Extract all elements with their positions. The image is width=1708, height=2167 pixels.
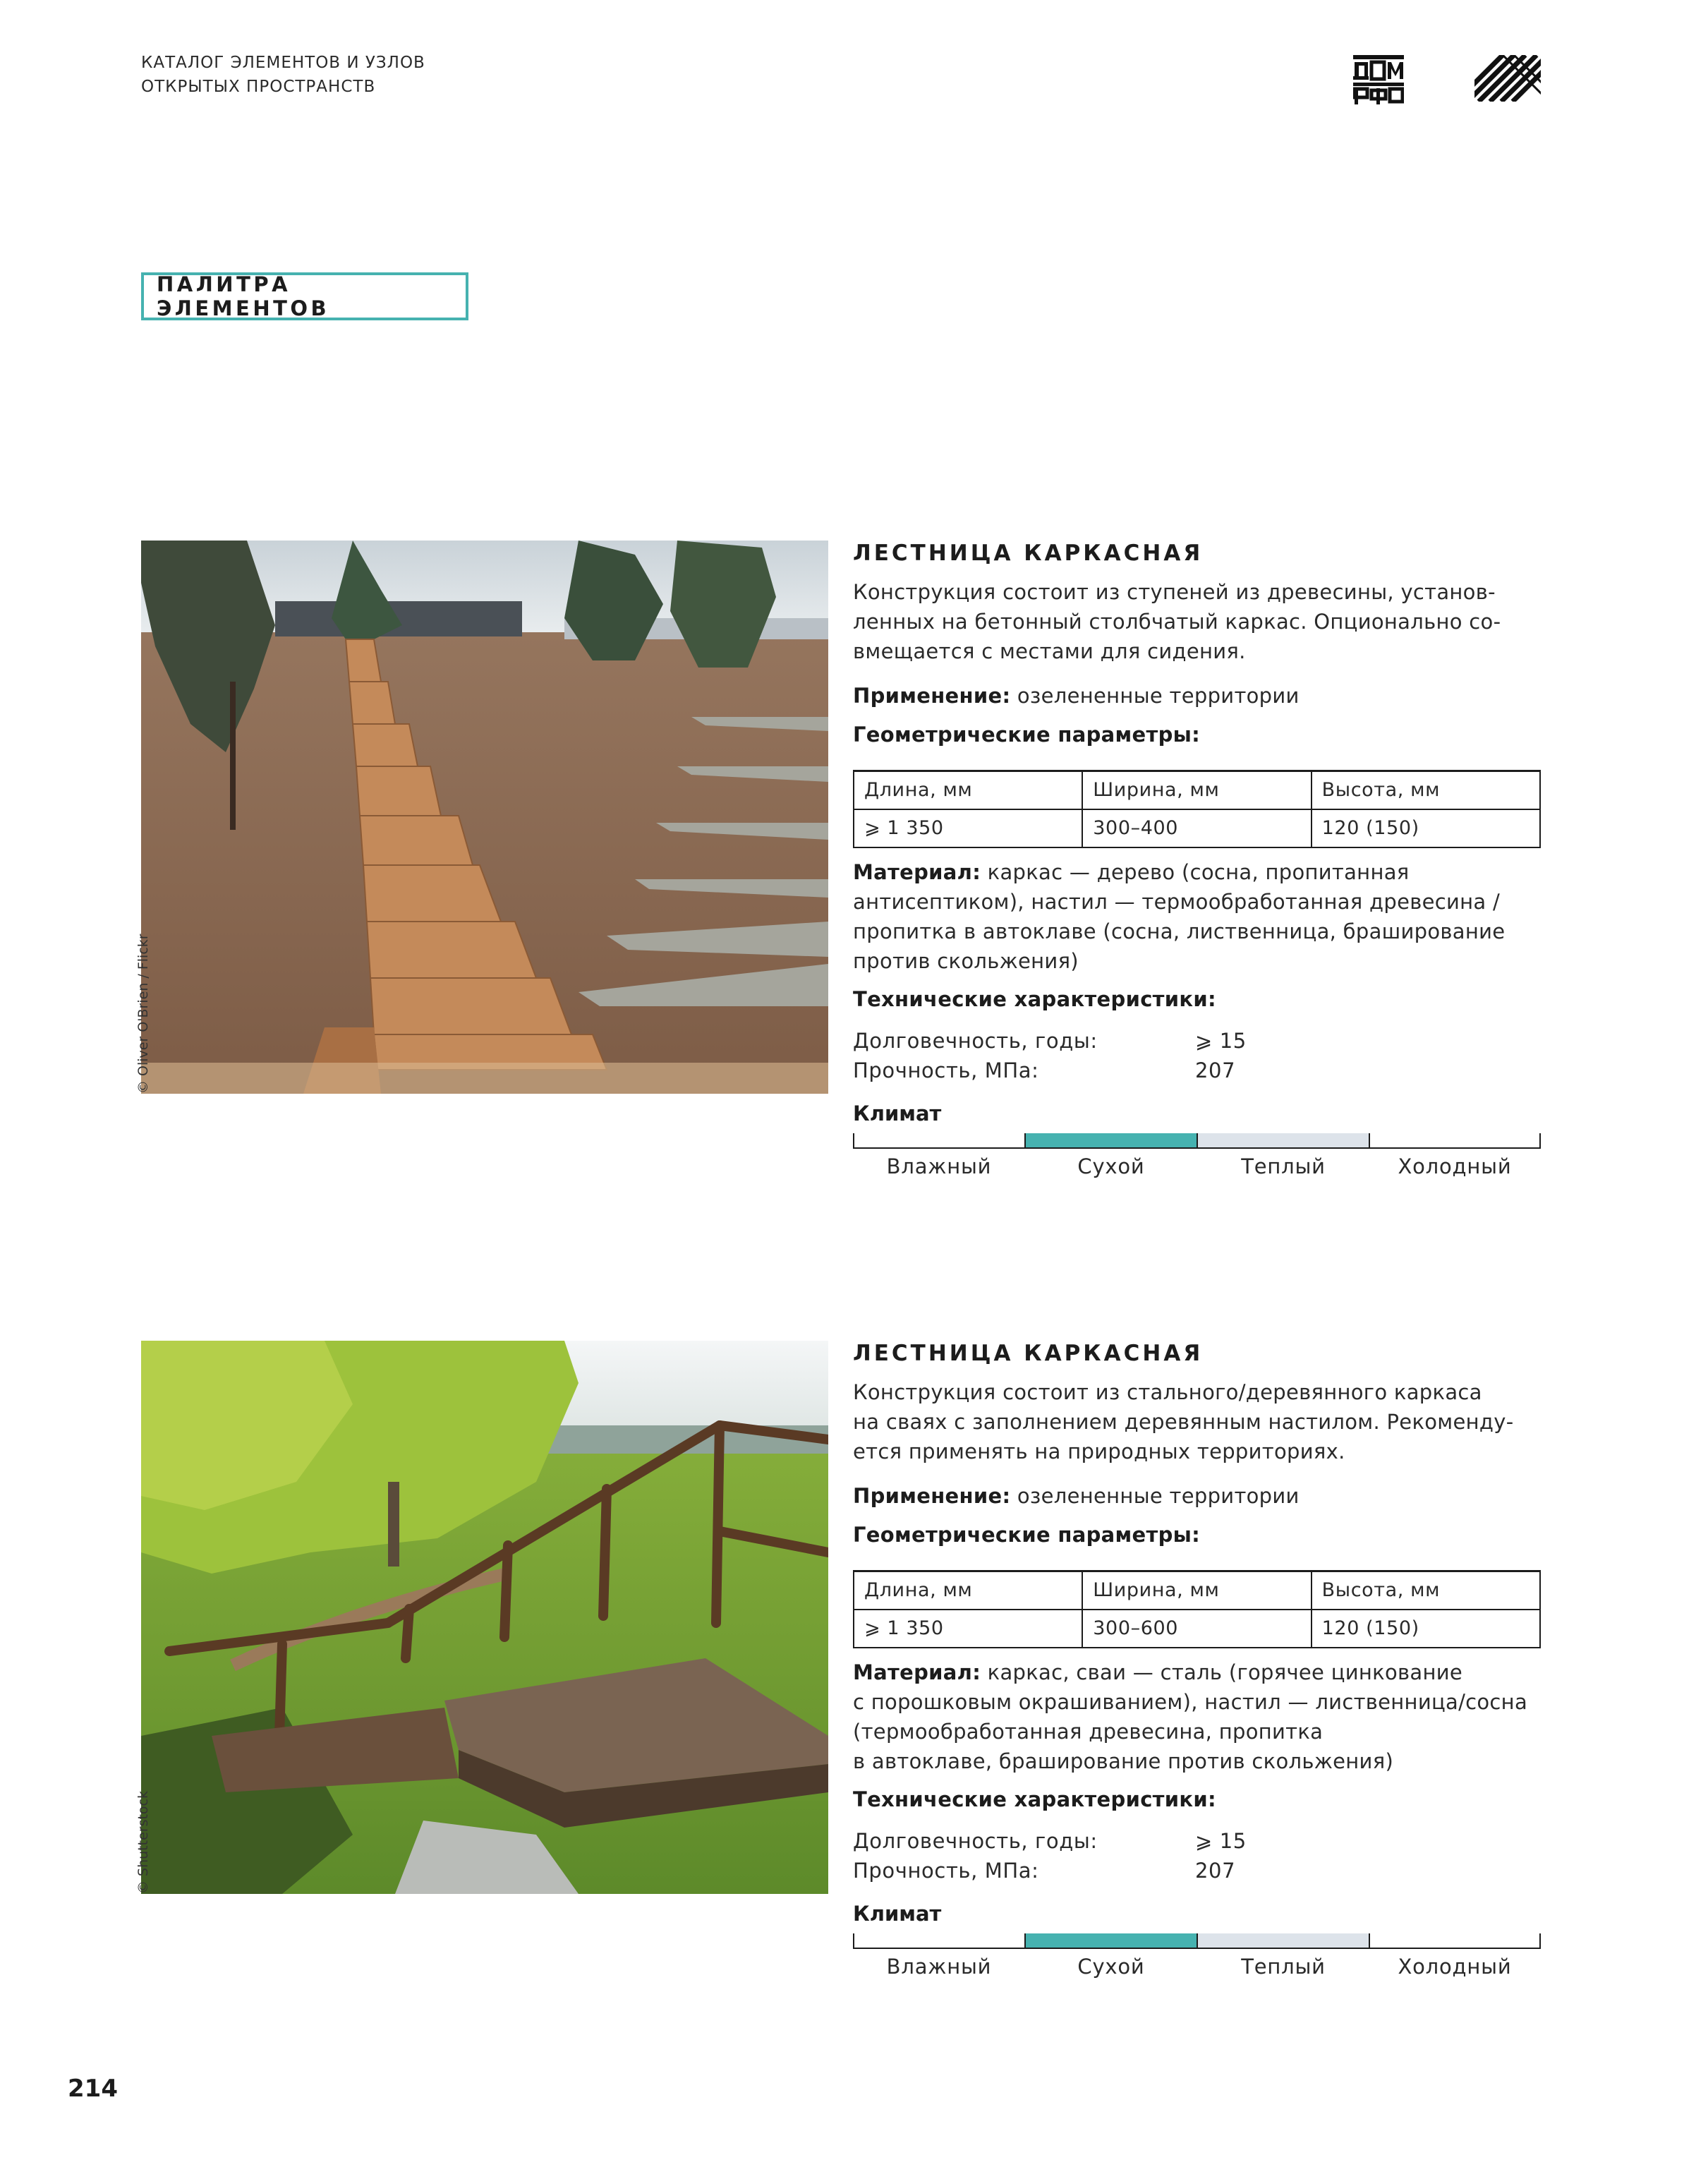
climate-tick [1197,1933,1198,1949]
climate-warm-label: Теплый [1241,1955,1326,1979]
element-entry-2 [0,1341,1708,2046]
tech-row-durability [853,1829,1247,1853]
table-cell: 120 (150) [1312,809,1540,847]
climate-segment-dry [1025,1133,1197,1149]
climate-label: Климат [853,1101,942,1125]
tech-name: Прочность, МПа: [853,1859,1039,1883]
material-label: Материал: [853,860,981,884]
table-header-cell: Ширина, мм [1082,771,1311,809]
climate-tick [1369,1933,1370,1949]
entry-description: Конструкция состоит из стального/деревянного каркаса на сваях с заполнением деревянным настилом. Рекоменду- ется применять на природных территориях. [853,1380,1514,1463]
table-header-cell: Высота, мм [1312,771,1540,809]
tech-label: Технические характеристики: [853,987,1216,1011]
catalog-header-line2: ОТКРЫТЫХ ПРОСТРАНСТВ [141,78,376,96]
table-cell: 120 (150) [1312,1610,1540,1648]
tech-value: 207 [1195,1058,1236,1082]
climate-dry-label: Сухой [1077,1955,1145,1979]
table-header-cell: Ширина, мм [1082,1571,1311,1610]
tech-value: 207 [1195,1859,1236,1883]
tech-name: Долговечность, годы: [853,1029,1098,1053]
stair-photo-1 [141,541,828,1094]
climate-segment-dry [1025,1933,1197,1949]
geometry-label: Геометрические параметры: [853,723,1201,747]
tech-name: Прочность, МПа: [853,1058,1039,1082]
climate-labels [853,1154,1541,1183]
entry-title: ЛЕСТНИЦА КАРКАСНАЯ [853,541,1204,566]
material-value: каркас — дерево (сосна, пропитанная антисептиком), настил — термообработанная древесина / пропитка в автоклаве (сосна, лиственница, браширование против скольжения) [853,860,1506,973]
table-cell: 300–600 [1082,1610,1311,1648]
material-text [853,857,1541,976]
usage-value: озелененные территории [1017,1484,1300,1508]
table-row [854,771,1540,809]
geometry-label: Геометрические параметры: [853,1523,1201,1547]
table-row [854,1571,1540,1610]
catalog-header-line1: КАТАЛОГ ЭЛЕМЕНТОВ И УЗЛОВ [141,54,425,72]
element-entry-1 [0,541,1708,1246]
dom-rf-logo-icon [1353,55,1404,104]
tech-label: Технические характеристики: [853,1787,1216,1811]
tech-row-durability [853,1029,1247,1053]
climate-labels [853,1955,1541,1983]
usage-label: Применение: [853,684,1011,708]
table-row [854,809,1540,847]
table-header-cell: Длина, мм [854,1571,1082,1610]
climate-tick [1539,1133,1541,1149]
tech-value: ⩾ 15 [1195,1029,1247,1053]
catalog-header [141,51,425,99]
table-cell: 300–400 [1082,809,1311,847]
page-number: 214 [68,2075,118,2103]
climate-tick [1539,1933,1541,1949]
climate-tick [1024,1933,1026,1949]
table-cell: ⩾ 1 350 [854,809,1082,847]
climate-segment-warm [1197,1133,1369,1149]
climate-scale [853,1133,1541,1149]
tech-name: Долговечность, годы: [853,1829,1098,1853]
photo-credit: © Shutterstock [135,1790,151,1894]
table-row [854,1610,1540,1648]
climate-humid-label: Влажный [886,1955,992,1979]
climate-cold-label: Холодный [1398,1955,1512,1979]
material-label: Материал: [853,1660,981,1684]
material-value: каркас, сваи — сталь (горячее цинкование с порошковым окрашиванием), настил — лиственница/сосна (термообработанная древесина, пропитка в автоклаве, браширование против скольжения) [853,1660,1528,1773]
climate-label: Климат [853,1902,942,1926]
stair-photo-2 [141,1341,828,1894]
usage-label: Применение: [853,1484,1011,1508]
usage-line [853,681,1300,711]
entry-title: ЛЕСТНИЦА КАРКАСНАЯ [853,1341,1204,1366]
hatched-pattern-logo-icon [1474,55,1541,102]
geometry-table [853,1570,1541,1648]
climate-cold-label: Холодный [1398,1154,1512,1178]
material-text [853,1658,1541,1776]
tech-value: ⩾ 15 [1195,1829,1247,1853]
climate-tick [853,1133,854,1149]
tech-row-strength [853,1058,1236,1082]
climate-warm-label: Теплый [1241,1154,1326,1178]
climate-tick [1369,1133,1370,1149]
usage-value: озелененные территории [1017,684,1300,708]
climate-scale [853,1933,1541,1949]
usage-line [853,1481,1300,1511]
climate-humid-label: Влажный [886,1154,992,1178]
table-header-cell: Длина, мм [854,771,1082,809]
geometry-table [853,770,1541,848]
photo-credit: © Oliver O'Brien / Flickr [135,934,151,1094]
climate-segment-warm [1197,1933,1369,1949]
table-header-cell: Высота, мм [1312,1571,1540,1610]
tech-row-strength [853,1859,1236,1883]
section-badge: ПАЛИТРА ЭЛЕМЕНТОВ [141,272,468,320]
table-cell: ⩾ 1 350 [854,1610,1082,1648]
climate-tick [853,1933,854,1949]
climate-dry-label: Сухой [1077,1154,1145,1178]
climate-tick [1197,1133,1198,1149]
climate-tick [1024,1133,1026,1149]
entry-description: Конструкция состоит из ступеней из древесины, установ- ленных на бетонный столбчатый каркас. Опционально со- вмещается с местами для сидения. [853,580,1501,663]
